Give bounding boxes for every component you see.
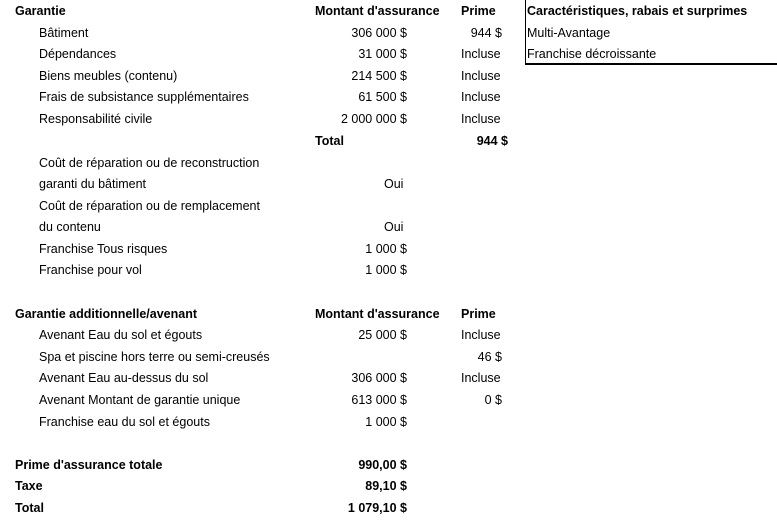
coverage-label: Frais de subsistance supplémentaires [39,90,249,104]
detail-label: garanti du bâtiment [39,177,147,191]
additional-premium: Incluse [461,371,501,385]
total-premium-value: 990,00 $ [358,458,407,472]
additional-amount: 613 000 $ [351,393,407,407]
coverage-premium: Incluse [461,47,501,61]
additional-amount: 1 000 $ [365,415,407,429]
additional-amount: 25 000 $ [358,328,407,342]
additional-amount-header: Montant d'assurance [315,307,440,321]
deductible-value: 1 000 $ [365,263,407,277]
additional-label: Avenant Eau au-dessus du sol [39,371,209,385]
deductible-label: Franchise Tous risques [39,242,168,256]
coverage-label: Biens meubles (contenu) [39,69,178,83]
grand-total-label: Total [15,501,44,515]
detail-label: du contenu [39,220,101,234]
additional-label: Franchise eau du sol et égouts [39,415,210,429]
additional-label: Spa et piscine hors terre ou semi-creusés [39,350,270,364]
total-premium-label: Prime d'assurance totale [15,458,163,472]
total-label: Total [315,134,344,148]
coverage-premium: Incluse [461,90,501,104]
additional-premium: 46 $ [477,350,502,364]
coverage-amount: 306 000 $ [351,26,407,40]
total-value: 944 $ [476,134,508,148]
coverage-amount: 61 500 $ [358,90,407,104]
features-header: Caractéristiques, rabais et surprimes [527,4,748,18]
coverage-label: Dépendances [39,47,117,61]
coverage-label: Responsabilité civile [39,112,153,126]
additional-amount: 306 000 $ [351,371,407,385]
coverage-premium: Incluse [461,69,501,83]
additional-coverage-header: Garantie additionnelle/avenant [15,307,197,321]
coverage-amount: 214 500 $ [351,69,407,83]
amount-header: Montant d'assurance [315,4,440,18]
detail-label: Coût de réparation ou de remplacement [39,199,260,213]
detail-value: Oui [384,177,404,191]
coverage-premium: 944 $ [470,26,502,40]
coverage-premium: Incluse [461,112,501,126]
deductible-label: Franchise pour vol [39,263,142,277]
additional-premium: Incluse [461,328,501,342]
deductible-value: 1 000 $ [365,242,407,256]
detail-label: Coût de réparation ou de reconstruction [39,156,260,170]
coverage-amount: 31 000 $ [358,47,407,61]
coverage-label: Bâtiment [39,26,89,40]
feature-item: Franchise décroissante [527,47,657,61]
tax-label: Taxe [15,479,43,493]
premium-header: Prime [461,4,496,18]
coverage-amount: 2 000 000 $ [340,112,407,126]
additional-premium: 0 $ [484,393,502,407]
coverage-header: Garantie [15,4,66,18]
detail-value: Oui [384,220,404,234]
additional-label: Avenant Montant de garantie unique [39,393,241,407]
additional-label: Avenant Eau du sol et égouts [39,328,203,342]
tax-value: 89,10 $ [365,479,407,493]
grand-total-value: 1 079,10 $ [347,501,407,515]
feature-item: Multi-Avantage [527,26,611,40]
additional-premium-header: Prime [461,307,496,321]
